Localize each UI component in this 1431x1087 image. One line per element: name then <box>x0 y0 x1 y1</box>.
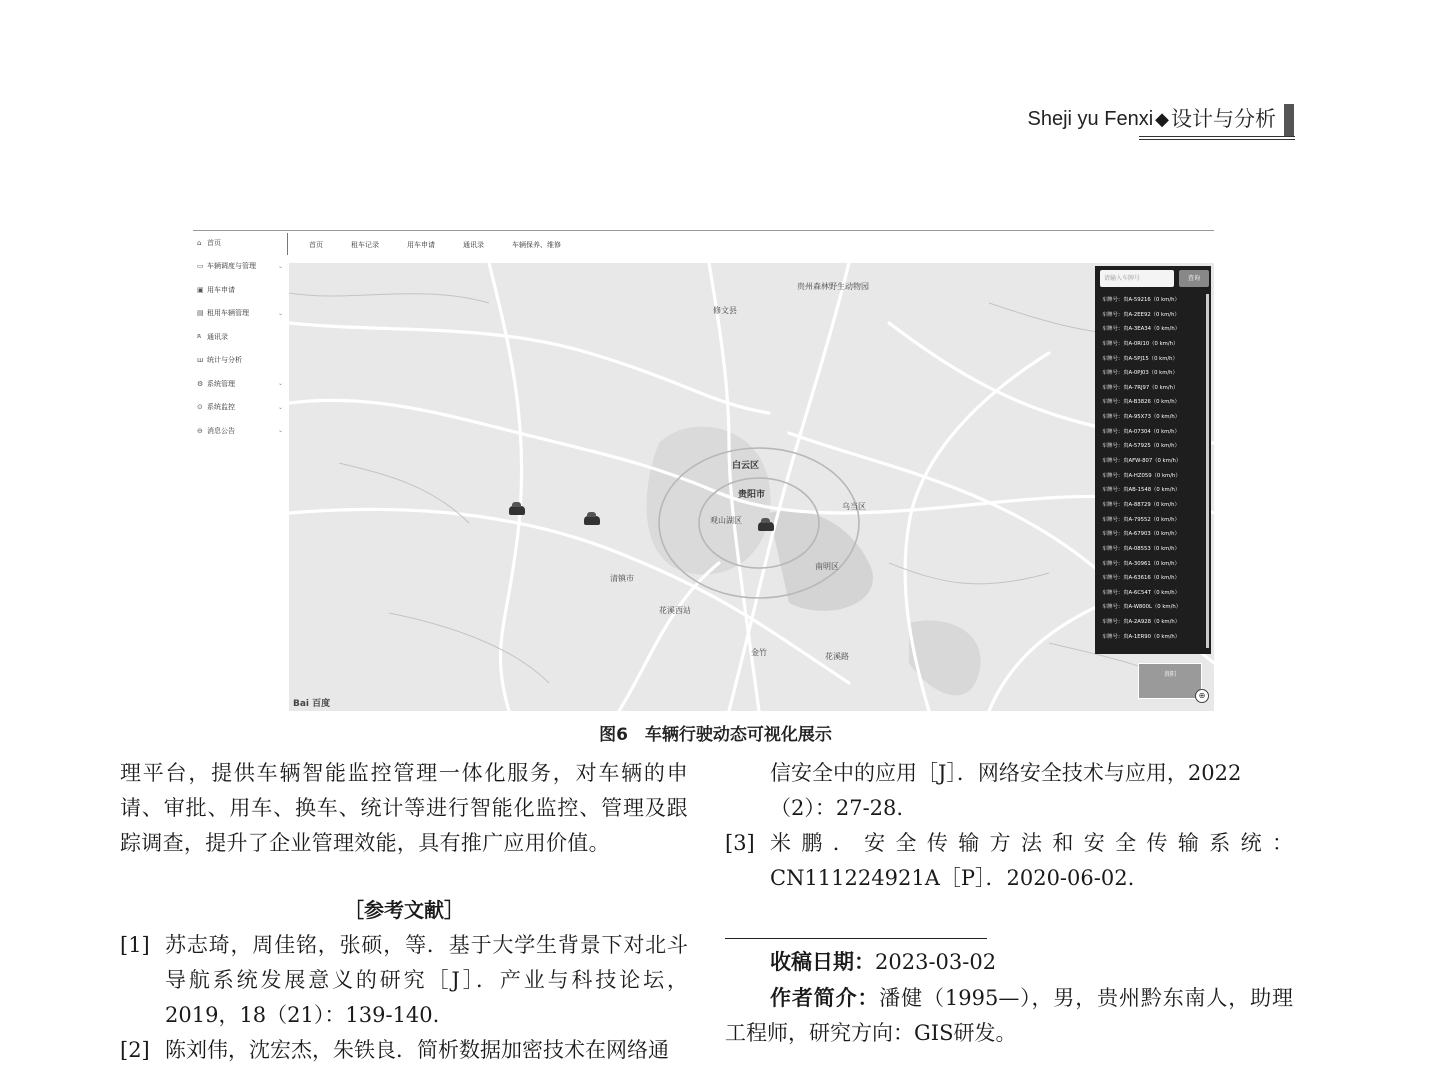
received-date <box>725 945 1293 980</box>
vehicle-row[interactable]: 车牌号：贵A-0RI10（0 km/h） <box>1102 340 1179 347</box>
reference-number: [3] <box>725 831 755 855</box>
tab-bar <box>291 231 1214 259</box>
car-icon[interactable] <box>758 522 774 531</box>
sidebar-item[interactable] <box>193 372 287 396</box>
references-heading: ［参考文献］ <box>344 898 464 922</box>
vehicle-row[interactable]: 车牌号：贵A-3EA34（0 km/h） <box>1102 326 1181 333</box>
header-bar <box>1284 104 1294 136</box>
map-label: 乌当区 <box>842 502 866 511</box>
reference-text: 米鹏．安全传输方法和安全传输系统：CN111224921A［P］．2020-06-02. <box>770 831 1293 890</box>
map-area[interactable] <box>289 263 1214 711</box>
map-label: 白云区 <box>732 461 760 471</box>
vehicle-row[interactable]: 车牌号：贵AB-1548（0 km/h） <box>1102 487 1181 494</box>
sidebar-item[interactable] <box>193 349 287 373</box>
sidebar-item[interactable] <box>193 302 287 326</box>
sidebar-item-label: 租用车辆管理 <box>207 309 249 318</box>
vehicle-row[interactable]: 车牌号：贵A-08553（0 km/h） <box>1102 545 1180 552</box>
vehicle-row[interactable]: 车牌号：贵A-57925（0 km/h） <box>1102 443 1180 450</box>
reference-continuation: 信安全中的应用［J］．网络安全技术与应用，2022（2）：27-28. <box>770 761 1242 820</box>
sidebar-item[interactable] <box>193 278 287 302</box>
scrollbar[interactable] <box>1206 294 1209 648</box>
vehicle-row[interactable]: 车牌号：贵A-67903（0 km/h） <box>1102 531 1180 538</box>
vehicle-row[interactable]: 车牌号：贵A-7RJ97（0 km/h） <box>1102 384 1179 391</box>
received-value: 2023-03-02 <box>875 950 997 974</box>
reference-text: 陈刘伟，沈宏杰，朱铁良．简析数据加密技术在网络通 <box>165 1038 669 1062</box>
sidebar-item-icon: ▣ <box>197 285 204 294</box>
vehicle-list <box>1102 293 1205 644</box>
tab[interactable]: 首页 <box>309 241 323 249</box>
vehicle-row[interactable]: 车牌号：贵A-79552（0 km/h） <box>1102 516 1180 523</box>
sidebar-item-label: 消息公告 <box>207 426 235 435</box>
sidebar-item[interactable] <box>193 419 287 443</box>
tab[interactable]: 车辆保养、维修 <box>512 241 561 249</box>
map-label: 贵阳市 <box>738 490 766 500</box>
vehicle-row[interactable]: 车牌号：贵A-30961（0 km/h） <box>1102 560 1180 567</box>
vehicle-row[interactable]: 车牌号：贵A-0PJ03（0 km/h） <box>1102 370 1178 377</box>
author-value: 潘健（1995—），男，贵州黔东南人，助理工程师，研究方向：GIS研发。 <box>725 986 1293 1045</box>
chevron-down-icon: ⌄ <box>277 380 283 388</box>
vehicle-panel <box>1095 266 1211 654</box>
car-icon[interactable] <box>509 506 525 515</box>
header-rule <box>1139 136 1295 140</box>
sidebar <box>193 231 287 711</box>
sidebar-item-icon: ጸ <box>197 332 202 341</box>
map-label: 南明区 <box>815 562 839 571</box>
chevron-down-icon: ⌄ <box>277 262 283 270</box>
vehicle-row[interactable]: 车牌号：贵A-88729（0 km/h） <box>1102 501 1180 508</box>
left-column <box>120 756 688 1068</box>
chevron-down-icon: ⌄ <box>277 309 283 317</box>
header-pinyin: Sheji yu Fenxi <box>1027 108 1154 130</box>
map-label: 花溪路 <box>825 652 849 661</box>
vehicle-row[interactable]: 车牌号：贵A-07304（0 km/h） <box>1102 428 1180 435</box>
sidebar-item-icon: ⌂ <box>197 238 202 247</box>
diamond-icon: ◆ <box>1155 109 1169 130</box>
header-section: 设计与分析 <box>1171 107 1276 131</box>
author-bio <box>725 980 1293 1051</box>
reference-item <box>120 928 688 1033</box>
reference-number: [1] <box>120 933 150 957</box>
tab[interactable]: 通讯录 <box>463 241 484 249</box>
sidebar-item[interactable] <box>193 325 287 349</box>
vehicle-row[interactable]: 车牌号：贵A-5PJ15（0 km/h） <box>1102 355 1178 362</box>
sidebar-item-icon: ▭ <box>197 262 204 271</box>
reference-item <box>120 1033 688 1068</box>
sidebar-item-label: 通讯录 <box>207 332 228 341</box>
vehicle-row[interactable]: 车牌号：贵A-59216（0 km/h） <box>1102 297 1180 303</box>
map-label: 修文县 <box>713 306 737 315</box>
sidebar-item-icon: ▤ <box>197 309 204 318</box>
running-header <box>1028 103 1294 136</box>
vehicle-row[interactable]: 车牌号：贵A-1ER90（0 km/h） <box>1102 633 1181 640</box>
vehicle-row[interactable]: 车牌号：贵A-6C54T（0 km/h） <box>1102 589 1180 596</box>
chevron-down-icon: ⌄ <box>277 427 283 435</box>
car-icon[interactable] <box>584 516 600 525</box>
vehicle-row[interactable]: 车牌号：贵A-95X73（0 km/h） <box>1102 414 1181 421</box>
search-button[interactable]: 查询 <box>1179 270 1209 287</box>
sidebar-item-label: 系统监控 <box>207 403 235 412</box>
sidebar-item-icon: ⊙ <box>197 403 203 412</box>
sidebar-item-icon: ш <box>197 356 204 365</box>
sidebar-item[interactable] <box>193 231 287 255</box>
sidebar-item-label: 车辆调度与管理 <box>207 262 256 271</box>
tab-separator <box>287 233 288 255</box>
right-column <box>725 756 1293 1051</box>
received-label: 收稿日期： <box>770 950 875 974</box>
baidu-logo: Bai 百度 <box>293 699 331 709</box>
vehicle-row[interactable]: 车牌号：贵AFW-807（0 km/h） <box>1102 458 1182 465</box>
plate-search-input[interactable]: 请输入车牌号 <box>1100 270 1174 287</box>
map-label: 花溪西站 <box>659 606 691 615</box>
author-label: 作者简介： <box>770 985 880 1010</box>
map-label: 观山湖区 <box>710 516 742 525</box>
map-label: 清镇市 <box>610 574 634 583</box>
sidebar-item-icon: ⚙ <box>197 379 204 388</box>
sidebar-item-label: 用车申请 <box>207 285 235 294</box>
vehicle-row[interactable]: 车牌号：贵A-W800L（0 km/h） <box>1102 604 1182 611</box>
body-paragraph: 理平台，提供车辆智能监控管理一体化服务，对车辆的申请、审批、用车、换车、统计等进行智能化监控、管理及跟踪调查，提升了企业管理效能，具有推广应用价值。 <box>120 761 688 855</box>
vehicle-row[interactable]: 车牌号：贵A-2EE92（0 km/h） <box>1102 311 1180 318</box>
sidebar-item-label: 系统管理 <box>207 379 235 388</box>
vehicle-row[interactable]: 车牌号：贵A-2A928（0 km/h） <box>1102 619 1181 626</box>
tab[interactable]: 用车申请 <box>407 241 435 249</box>
sidebar-item-icon: ⊖ <box>197 426 203 435</box>
map-label: 金竹 <box>751 648 767 657</box>
chevron-down-icon: ⌄ <box>277 403 283 411</box>
sidebar-item[interactable] <box>193 255 287 279</box>
reference-item <box>725 826 1293 896</box>
vehicle-row[interactable]: 车牌号：贵A-B3826（0 km/h） <box>1102 399 1180 406</box>
sidebar-item-label: 首页 <box>207 238 221 247</box>
figure-caption: 图6 车辆行驶动态可视化展示 <box>599 725 832 745</box>
figure-screenshot <box>193 230 1214 711</box>
map-label: 贵州森林野生动物园 <box>797 282 869 291</box>
vehicle-row[interactable]: 车牌号：贵A-HZ059（0 km/h） <box>1102 472 1181 479</box>
sidebar-item-label: 统计与分析 <box>207 356 242 365</box>
reference-number: [2] <box>120 1038 150 1062</box>
vehicle-row[interactable]: 车牌号：贵A-63616（0 km/h） <box>1102 575 1180 582</box>
tab[interactable]: 租车记录 <box>351 241 379 249</box>
minimap[interactable]: 贵阳 <box>1138 663 1202 699</box>
sidebar-item[interactable] <box>193 396 287 420</box>
footnote-rule <box>725 938 987 939</box>
reference-list <box>120 928 688 1068</box>
reference-text: 苏志琦，周佳铭，张硕，等．基于大学生背景下对北斗导航系统发展意义的研究［J］．产业与科技论坛，2019，18（21）：139-140. <box>165 933 688 1027</box>
zoom-icon[interactable]: ⊕ <box>1195 689 1209 703</box>
